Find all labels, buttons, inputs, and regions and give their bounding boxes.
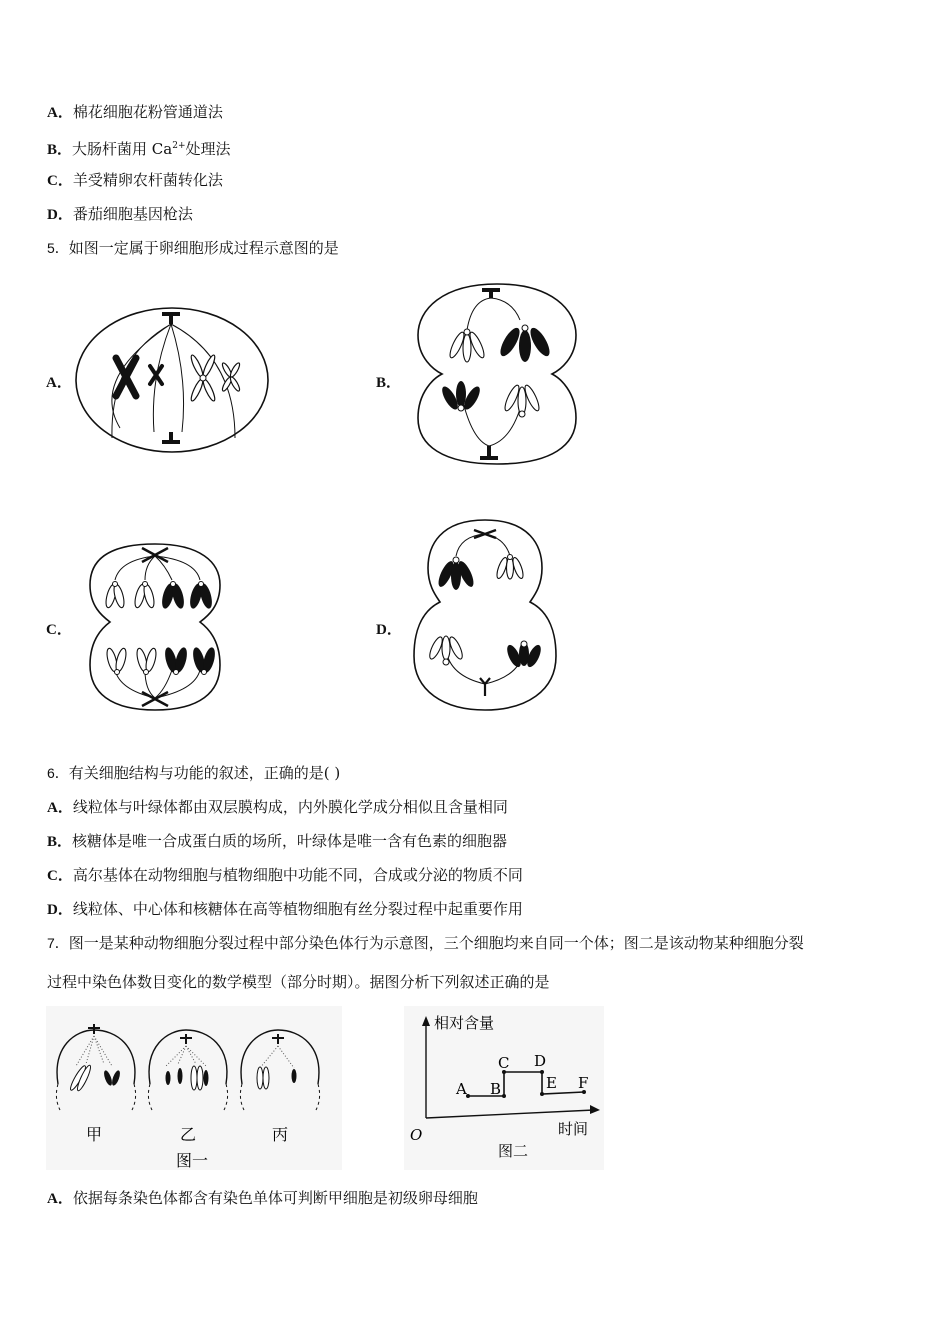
q4-option-d: D．番茄细胞基因枪法 <box>47 205 193 223</box>
q7-option-a: A．依据每条染色体都含有染色单体可判断甲细胞是初级卵母细胞 <box>47 1189 478 1207</box>
cell-diagram-d <box>410 516 560 716</box>
figure-one-caption: 图一 <box>176 1151 209 1170</box>
q7-figure-one <box>46 1006 342 1170</box>
figure-two-ylabel: 相对含量 <box>434 1014 495 1032</box>
figure-two-point-f: F <box>578 1074 589 1092</box>
q5-figure-label-b: B． <box>376 375 402 391</box>
figure-two-point-a: A <box>456 1080 467 1098</box>
figure-two-point-c: C <box>498 1054 510 1072</box>
q4-option-b: B．大肠杆菌用 $Ca^{2+}$处理法 <box>47 140 231 158</box>
q5-figure-label-c: C． <box>46 622 72 638</box>
cell-diagram-b <box>412 280 582 468</box>
q7-stem-line2: 过程中染色体数目变化的数学模型（部分时期）。据图分析下列叙述正确的是 <box>47 973 550 991</box>
q4-option-c: C．羊受精卵农杆菌转化法 <box>47 171 223 189</box>
figure-one-cell-bing: 丙 <box>272 1125 289 1144</box>
q6-option-c: C．高尔基体在动物细胞与植物细胞中功能不同，合成或分泌的物质不同 <box>47 866 523 884</box>
figure-two-point-b: B <box>490 1080 502 1098</box>
q5-stem: 5．如图一定属于卵细胞形成过程示意图的是 <box>47 239 339 257</box>
q6-option-d: D．线粒体、中心体和核糖体在高等植物细胞有丝分裂过程中起重要作用 <box>47 900 523 918</box>
figure-one-cell-jia: 甲 <box>86 1125 103 1144</box>
q5-figure-label-a: A． <box>46 375 72 391</box>
figure-two-point-d: D <box>534 1052 547 1070</box>
q6-stem: 6．有关细胞结构与功能的叙述，正确的是( ) <box>47 764 341 782</box>
cell-diagram-c <box>80 540 230 716</box>
q4-option-a: A．棉花细胞花粉管通道法 <box>47 103 223 121</box>
figure-two-origin: O <box>410 1126 423 1144</box>
figure-one-cell-yi: 乙 <box>180 1125 197 1144</box>
q6-option-b: B．核糖体是唯一合成蛋白质的场所，叶绿体是唯一含有色素的细胞器 <box>47 832 508 850</box>
q7-figure-two <box>404 1006 604 1170</box>
figure-two-point-e: E <box>546 1074 557 1092</box>
q5-figure-label-d: D． <box>376 622 402 638</box>
figure-two-caption: 图二 <box>498 1142 529 1160</box>
q6-option-a: A．线粒体与叶绿体都由双层膜构成，内外膜化学成分相似且含量相同 <box>47 798 508 816</box>
figure-two-xlabel: 时间 <box>558 1120 589 1138</box>
q7-stem-line1: 7．图一是某种动物细胞分裂过程中部分染色体行为示意图，三个细胞均来自同一个体；图二是该动物某种细胞分裂 <box>47 934 804 952</box>
cell-diagram-a <box>70 298 275 460</box>
